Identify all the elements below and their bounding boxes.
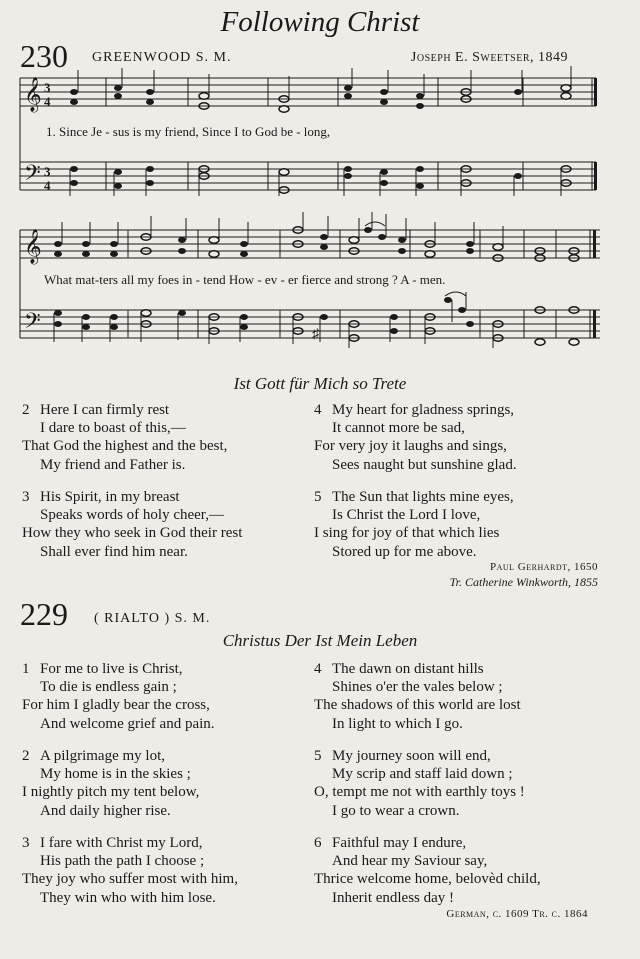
hymn-229-stanza-3: 3 I fare with Christ my Lord, His path the path I choose ; They joy who suffer most with him, They win who with him lose. [22,835,238,906]
hymn-230-stanza-3: 3 His Spirit, in my breast Speaks words of holy cheer,— How they who seek in God their rest Shall ever find him near. [22,489,243,560]
hymn-229-stanza-4: 4 The dawn on distant hills Shines o'er the vales below ; The shadows of this world are lost In light to which I go. [314,661,521,732]
svg-text:4: 4 [44,94,51,109]
hymn-229-subtitle: Christus Der Ist Mein Leben [222,631,418,650]
hymn-230-tune: GREENWOOD S. M. [92,50,232,65]
svg-text:𝄢: 𝄢 [24,309,41,339]
hymn-230-lyric-line-2: What mat-ters all my foes in - tend How - ev - er fierce and strong ? A - men. [44,272,446,287]
hymn-230-stanza-4: 4 My heart for gladness springs, It cannot more be sad, For very joy it laughs and sings, Sees naught but sunshine glad. [314,402,517,473]
hymn-229-stanza-1: 1 For me to live is Christ, To die is endless gain ; For him I gladly bear the cross, And welcome grief and pain. [22,661,215,732]
hymn-230-author-credit: Paul Gerhardt, 1650 [489,561,598,573]
hymn-230-translator-credit: Tr. Catherine Winkworth, 1855 [449,575,598,589]
svg-text:3: 3 [44,80,51,95]
hymn-230-composer: Joseph E. Sweetser, 1849 [410,50,568,65]
page-title: Following Christ [220,6,420,38]
hymn-229-stanza-6: 6 Faithful may I endure, And hear my Saviour say, Thrice welcome home, belovèd child, Inherit endless day ! [314,835,541,906]
hymn-229-tune: ( RIALTO ) S. M. [94,611,211,626]
hymn-229-stanza-2: 2 A pilgrimage my lot, My home is in the skies ; I nightly pitch my tent below, And daily higher rise. [22,748,200,819]
hymn-230-lyric-line-1: 1. Since Je - sus is my friend, Since I to God be - long, [46,124,331,139]
svg-text:♯: ♯ [312,327,319,342]
svg-text:𝄞: 𝄞 [24,77,42,112]
hymn-229-number: 229 [20,596,68,632]
svg-text:3: 3 [44,164,51,179]
svg-text:𝄞: 𝄞 [24,229,42,264]
svg-text:𝄢: 𝄢 [24,161,41,191]
hymn-230-stanza-5: 5 The Sun that lights mine eyes, Is Christ the Lord I love, I sing for joy of that which lies Stored up for me above. [314,489,514,560]
hymn-229-stanza-5: 5 My journey soon will end, My scrip and staff laid down ; O, tempt me not with earthly toys ! I go to wear a crown. [314,748,525,819]
hymn-230-stanza-2: 2 Here I can firmly rest I dare to boast of this,— That God the highest and the best, My friend and Father is. [22,402,228,473]
hymn-230-subtitle: Ist Gott für Mich so Trete [233,374,407,393]
hymn-230-number: 230 [20,38,68,74]
svg-text:4: 4 [44,178,51,193]
hymn-229-credit: German, c. 1609 Tr. c. 1864 [446,908,588,920]
